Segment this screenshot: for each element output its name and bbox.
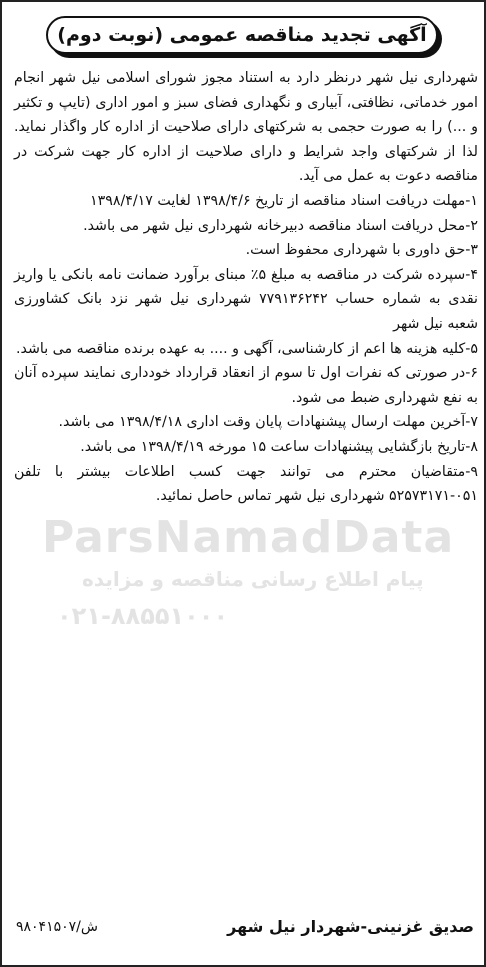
- condition-item-1: ۱-مهلت دریافت اسناد مناقصه از تاریخ ۱۳۹۸/۴/۶ لغایت ۱۳۹۸/۴/۱۷: [90, 192, 478, 209]
- notice-code: ۹۸۰۴۱۵۰۷/ش: [16, 919, 98, 935]
- condition-item-7: ۷-آخرین مهلت ارسال پیشنهادات پایان وقت اداری ۱۳۹۸/۴/۱۸ می باشد.: [58, 414, 478, 431]
- notice-title: آگهی تجدید مناقصه عمومی (نوبت دوم): [46, 16, 438, 54]
- condition-item-3: ۳-حق داوری با شهرداری محفوظ است.: [245, 242, 478, 259]
- condition-item-9: ۹-متقاضیان محترم می توانند جهت کسب اطلاعات بیشتر با تلفن ۰۵۱-۵۲۵۷۳۱۷۱ شهرداری نیل شهر تماس حاصل نمائید.: [14, 463, 478, 505]
- condition-item-4: ۴-سپرده شرکت در مناقصه به مبلغ ۵٪ مبنای برآورد ضمانت نامه بانکی یا واریز نقدی به شماره حساب ۷۷۹۱۳۶۲۴۲ شهرداری نیل شهر نزد بانک کشاورزی شعبه نیل شهر: [14, 266, 478, 332]
- signature: صدیق غزنینی-شهردار نیل شهر: [227, 917, 474, 936]
- condition-item-5: ۵-کلیه هزینه ها اعم از کارشناسی، آگهی و .... به عهده برنده مناقصه می باشد.: [16, 340, 478, 357]
- notice-body: [14, 66, 478, 509]
- watermark-latin: ParsNamadData: [42, 512, 455, 563]
- condition-item-6: ۶-در صورتی که نفرات اول تا سوم از انعقاد قرارداد خودداری نمایند سپرده آنان به نفع شهرداری ضبط می شود.: [14, 365, 478, 406]
- watermark-phone: ۰۲۱-۸۸۵۵۱۰۰۰: [57, 602, 229, 630]
- title-banner: [46, 16, 438, 54]
- condition-item-2: ۲-محل دریافت اسناد مناقصه دبیرخانه شهرداری نیل شهر می باشد.: [83, 217, 478, 234]
- watermark-persian: پیام اطلاع رسانی مناقصه و مزایده: [82, 567, 424, 591]
- intro-paragraph: شهرداری نیل شهر درنظر دارد به استناد مجوز شورای اسلامی نیل شهر انجام امور خدماتی، نظافتی، آبیاری و نگهداری فضای سبز و امور اداری (تایپ و تکثیر و ...) را به صورت حجمی به شرکتهای دارای صلاحیت از اداره کار واگذار نماید. لذا از شرکتهای واجد شرایط و دارای صلاحیت از اداره کار جهت شرکت در مناقصه دعوت به عمل می آید.: [14, 70, 478, 185]
- notice-footer: [16, 917, 474, 943]
- condition-item-8: ۸-تاریخ بازگشایی پیشنهادات ساعت ۱۵ مورخه ۱۳۹۸/۴/۱۹ می باشد.: [80, 438, 478, 455]
